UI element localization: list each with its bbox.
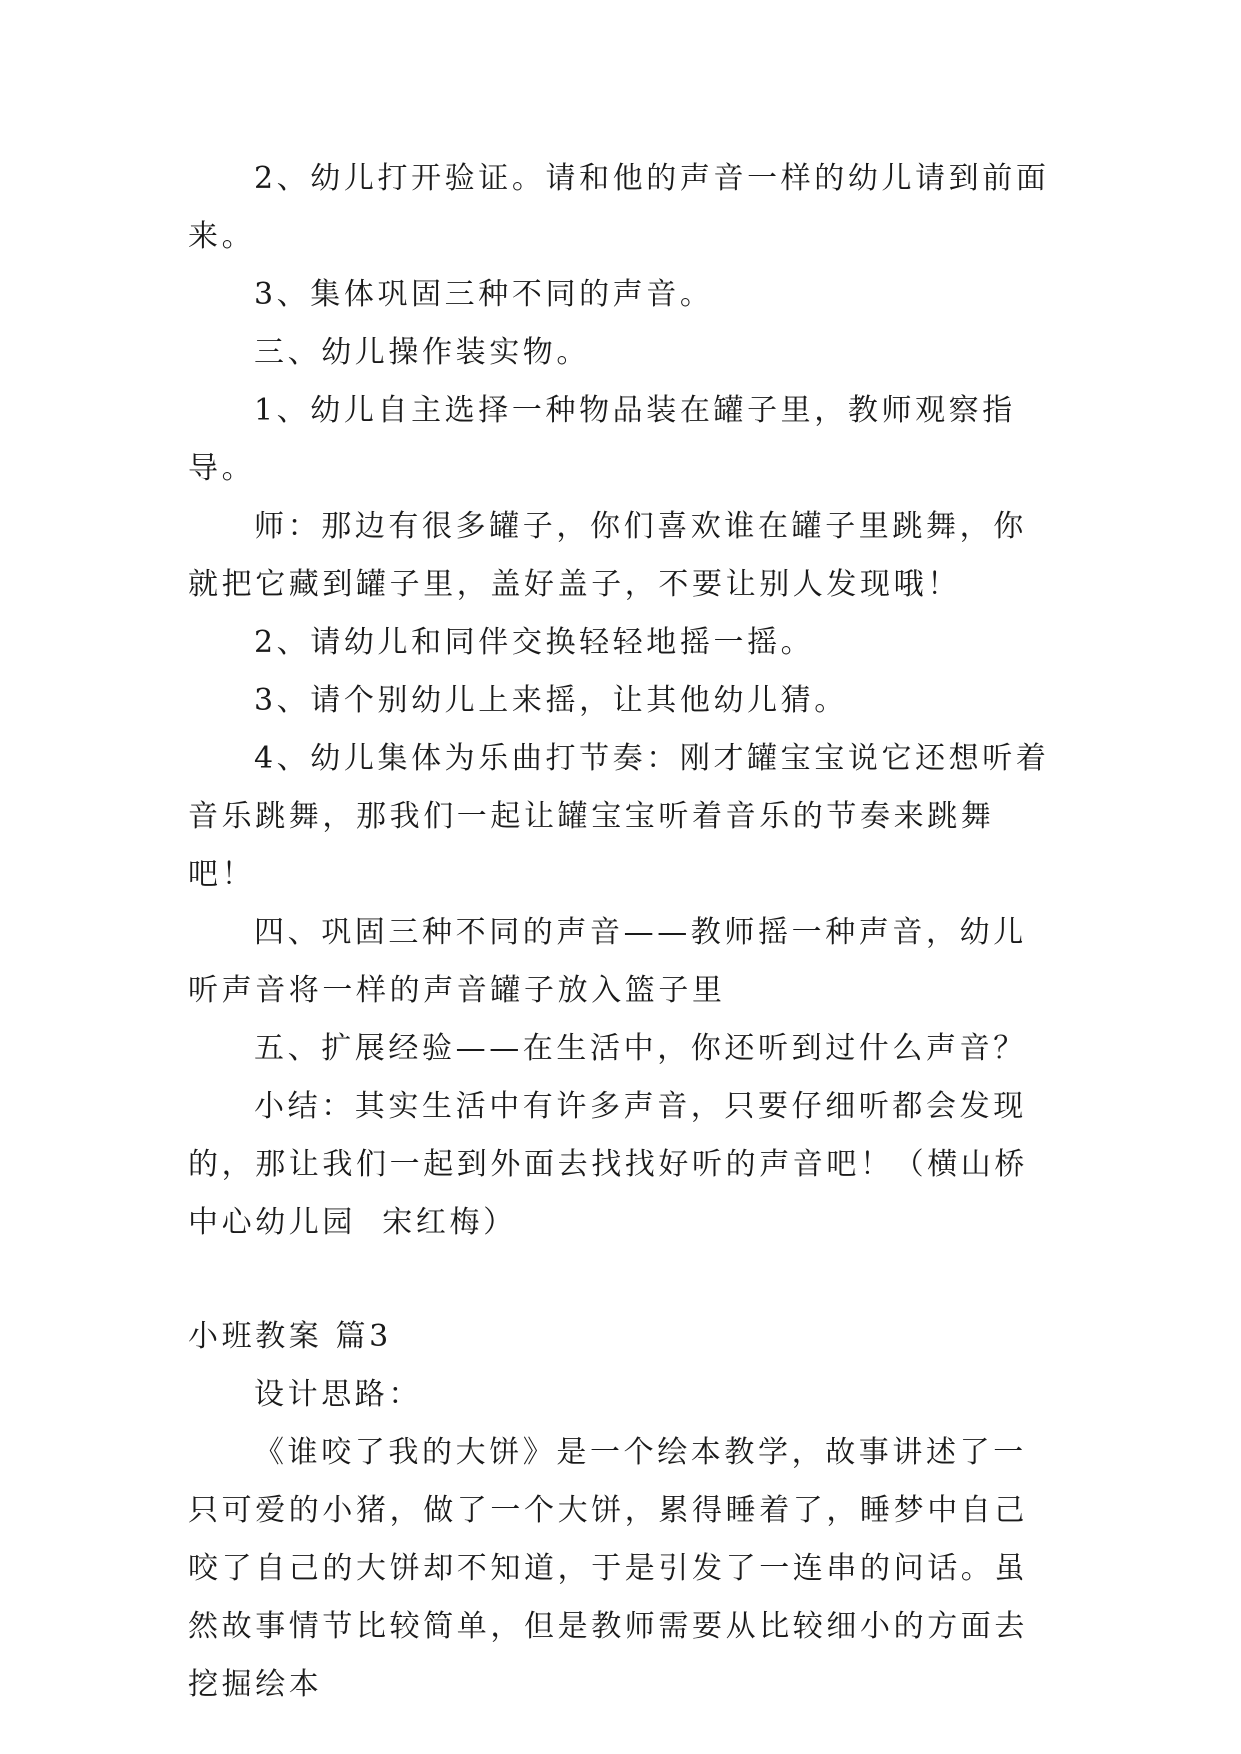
paragraph: 师：那边有很多罐子，你们喜欢谁在罐子里跳舞，你就把它藏到罐子里，盖好盖子，不要让别人发现哦！ <box>188 509 1027 602</box>
paragraph: 小结：其实生活中有许多声音，只要仔细听都会发现的，那让我们一起到外面去找找好听的声音吧！（横山桥中心幼儿园 宋红梅） <box>188 1089 1028 1240</box>
paragraph: 《谁咬了我的大饼》是一个绘本教学，故事讲述了一只可爱的小猪，做了一个大饼，累得睡着了，睡梦中自己咬了自己的大饼却不知道，于是引发了一连串的问话。虽然故事情节比较简单，但是教师需要从比较细小的方面去挖掘绘本 <box>188 1435 1028 1702</box>
paragraph: 3、集体巩固三种不同的声音。 <box>254 277 714 312</box>
paragraph: 3、请个别幼儿上来摇，让其他幼儿猜。 <box>254 683 848 718</box>
paragraph: 四、巩固三种不同的声音——教师摇一种声音，幼儿听声音将一样的声音罐子放入篮子里 <box>188 915 1027 1008</box>
paragraph: 2、幼儿打开验证。请和他的声音一样的幼儿请到前面来。 <box>188 161 1050 254</box>
document-page <box>188 150 1060 1714</box>
paragraph: 2、请幼儿和同伴交换轻轻地摇一摇。 <box>254 625 815 660</box>
paragraph: 4、幼儿集体为乐曲打节奏：刚才罐宝宝说它还想听着音乐跳舞，那我们一起让罐宝宝听着音乐的节奏来跳舞吧！ <box>188 741 1050 892</box>
paragraph: 设计思路： <box>254 1377 422 1412</box>
paragraph: 1、幼儿自主选择一种物品装在罐子里，教师观察指导。 <box>188 393 1016 486</box>
section-heading: 小班教案 篇3 <box>188 1319 392 1354</box>
section-gap <box>188 1252 1060 1308</box>
paragraph: 五、扩展经验——在生活中，你还听到过什么声音？ <box>254 1031 1027 1066</box>
paragraph: 三、幼儿操作装实物。 <box>254 335 590 370</box>
